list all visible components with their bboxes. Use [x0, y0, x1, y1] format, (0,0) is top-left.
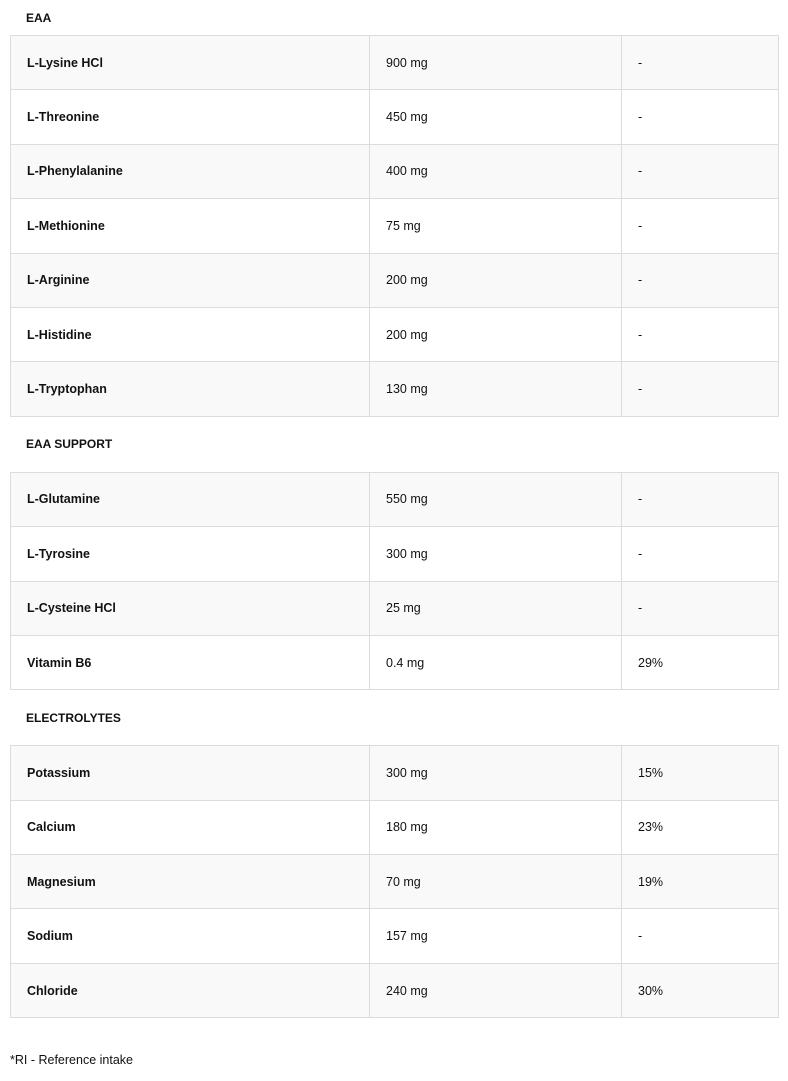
nutrition-table: [10, 745, 779, 1018]
ingredient-name: Magnesium: [11, 855, 370, 909]
ingredient-name: L-Cysteine HCl: [11, 581, 370, 635]
reference-intake: -: [622, 90, 779, 144]
table-row: [11, 963, 779, 1017]
ingredient-name: Vitamin B6: [11, 635, 370, 689]
table-row: [11, 472, 779, 526]
section-title: ELECTROLYTES: [26, 710, 121, 725]
table-row: [11, 90, 779, 144]
reference-intake: -: [622, 472, 779, 526]
reference-intake: -: [622, 527, 779, 581]
reference-intake: 15%: [622, 746, 779, 800]
table-row: [11, 800, 779, 854]
ingredient-name: Chloride: [11, 963, 370, 1017]
table-row: [11, 253, 779, 307]
ingredient-name: L-Tryptophan: [11, 362, 370, 416]
ingredient-amount: 900 mg: [370, 36, 622, 90]
ingredient-name: L-Tyrosine: [11, 527, 370, 581]
ingredient-name: Calcium: [11, 800, 370, 854]
reference-intake: -: [622, 581, 779, 635]
ingredient-name: Potassium: [11, 746, 370, 800]
table-row: [11, 581, 779, 635]
section-title: EAA SUPPORT: [26, 437, 113, 452]
reference-intake: -: [622, 36, 779, 90]
ingredient-amount: 25 mg: [370, 581, 622, 635]
reference-intake: -: [622, 362, 779, 416]
ingredient-name: Sodium: [11, 909, 370, 963]
reference-intake: -: [622, 199, 779, 253]
ingredient-amount: 0.4 mg: [370, 635, 622, 689]
table-row: [11, 909, 779, 963]
table-row: [11, 307, 779, 361]
ingredient-name: L-Phenylalanine: [11, 144, 370, 198]
ingredient-amount: 75 mg: [370, 199, 622, 253]
reference-intake: 23%: [622, 800, 779, 854]
ingredient-amount: 200 mg: [370, 253, 622, 307]
ingredient-amount: 450 mg: [370, 90, 622, 144]
ingredient-amount: 70 mg: [370, 855, 622, 909]
reference-intake: 30%: [622, 963, 779, 1017]
footnote: *RI - Reference intake: [10, 1053, 133, 1067]
table-row: [11, 362, 779, 416]
table-row: [11, 855, 779, 909]
table-row: [11, 746, 779, 800]
ingredient-amount: 300 mg: [370, 527, 622, 581]
reference-intake: 29%: [622, 635, 779, 689]
ingredient-amount: 550 mg: [370, 472, 622, 526]
reference-intake: -: [622, 144, 779, 198]
ingredient-amount: 300 mg: [370, 746, 622, 800]
table-row: [11, 36, 779, 90]
reference-intake: 19%: [622, 855, 779, 909]
ingredient-name: L-Arginine: [11, 253, 370, 307]
ingredient-name: L-Threonine: [11, 90, 370, 144]
nutrition-table: [10, 35, 779, 417]
ingredient-amount: 200 mg: [370, 307, 622, 361]
table-row: [11, 199, 779, 253]
table-row: [11, 527, 779, 581]
ingredient-amount: 240 mg: [370, 963, 622, 1017]
ingredient-name: L-Lysine HCl: [11, 36, 370, 90]
ingredient-amount: 157 mg: [370, 909, 622, 963]
ingredient-amount: 400 mg: [370, 144, 622, 198]
ingredient-name: L-Histidine: [11, 307, 370, 361]
nutrition-table: [10, 472, 779, 691]
reference-intake: -: [622, 909, 779, 963]
ingredient-amount: 180 mg: [370, 800, 622, 854]
section-title: EAA: [26, 10, 52, 25]
table-row: [11, 635, 779, 689]
ingredient-amount: 130 mg: [370, 362, 622, 416]
ingredient-name: L-Glutamine: [11, 472, 370, 526]
reference-intake: -: [622, 307, 779, 361]
reference-intake: -: [622, 253, 779, 307]
table-row: [11, 144, 779, 198]
ingredient-name: L-Methionine: [11, 199, 370, 253]
